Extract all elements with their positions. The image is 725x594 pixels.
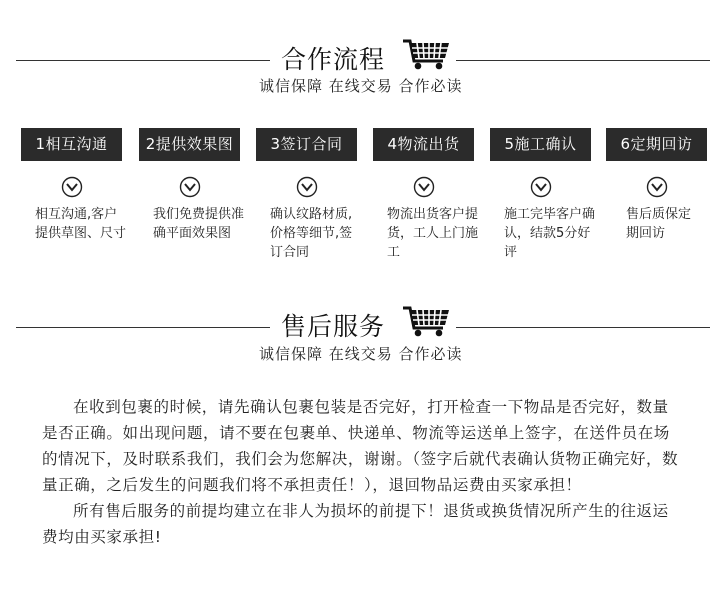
- step-description: 施工完毕客户确认，结款5分好评: [504, 207, 596, 260]
- step-description: 物流出货客户提货，工人上门施工: [387, 207, 479, 260]
- chevron-down-circle-icon: [179, 176, 201, 198]
- chevron-down-circle-icon: [296, 176, 318, 198]
- process-divider-left: [16, 60, 270, 61]
- step-description: 相互沟通,客户提供草图、尺寸: [35, 207, 127, 241]
- process-step-6: [606, 128, 707, 243]
- step-label: 4物流出货: [373, 128, 474, 161]
- step-label: 3签订合同: [256, 128, 357, 161]
- aftersale-divider-right: [456, 327, 710, 328]
- step-label: 2提供效果图: [139, 128, 240, 161]
- aftersale-title: 售后服务: [281, 312, 386, 341]
- aftersale-paragraph: 在收到包裹的时候，请先确认包裹包装是否完好，打开检查一下物品是否完好，数量是否正确。如出现问题，请不要在包裹单、快递单、物流等运送单上签字，在送件员在场的情况下，及时联系我们，我们会为您解决，谢谢。（签字后就代表确认货物正确完好，数量正确，之后发生的问题我们将不承担责任！），退回物品运费由买家承担！: [42, 398, 679, 494]
- process-step-3: [256, 128, 357, 262]
- step-label: 1相互沟通: [21, 128, 122, 161]
- shopping-cart-icon: [402, 304, 452, 338]
- shopping-cart-icon: [402, 37, 452, 71]
- process-step-1: [21, 128, 127, 243]
- step-label: 6定期回访: [606, 128, 707, 161]
- process-subtitle: 诚信保障 在线交易 合作必读: [259, 77, 463, 95]
- aftersale-divider-left: [16, 327, 270, 328]
- aftersale-body: [42, 394, 682, 550]
- aftersale-subtitle: 诚信保障 在线交易 合作必读: [259, 345, 463, 363]
- step-description: 我们免费提供准确平面效果图: [153, 207, 245, 241]
- step-description: 确认纹路材质,价格等细节,签订合同: [270, 207, 353, 260]
- chevron-down-circle-icon: [61, 176, 83, 198]
- chevron-down-circle-icon: [530, 176, 552, 198]
- step-description: 售后质保定期回访: [626, 207, 692, 241]
- process-title: 合作流程: [281, 45, 386, 74]
- process-divider-right: [456, 60, 710, 61]
- chevron-down-circle-icon: [413, 176, 435, 198]
- chevron-down-circle-icon: [646, 176, 668, 198]
- process-step-5: [490, 128, 596, 262]
- aftersale-paragraph: 所有售后服务的前提均建立在非人为损坏的前提下！退货或换货情况所产生的往返运费均由买家承担!: [42, 502, 669, 546]
- process-step-4: [373, 128, 479, 262]
- process-step-2: [139, 128, 245, 243]
- step-label: 5施工确认: [490, 128, 591, 161]
